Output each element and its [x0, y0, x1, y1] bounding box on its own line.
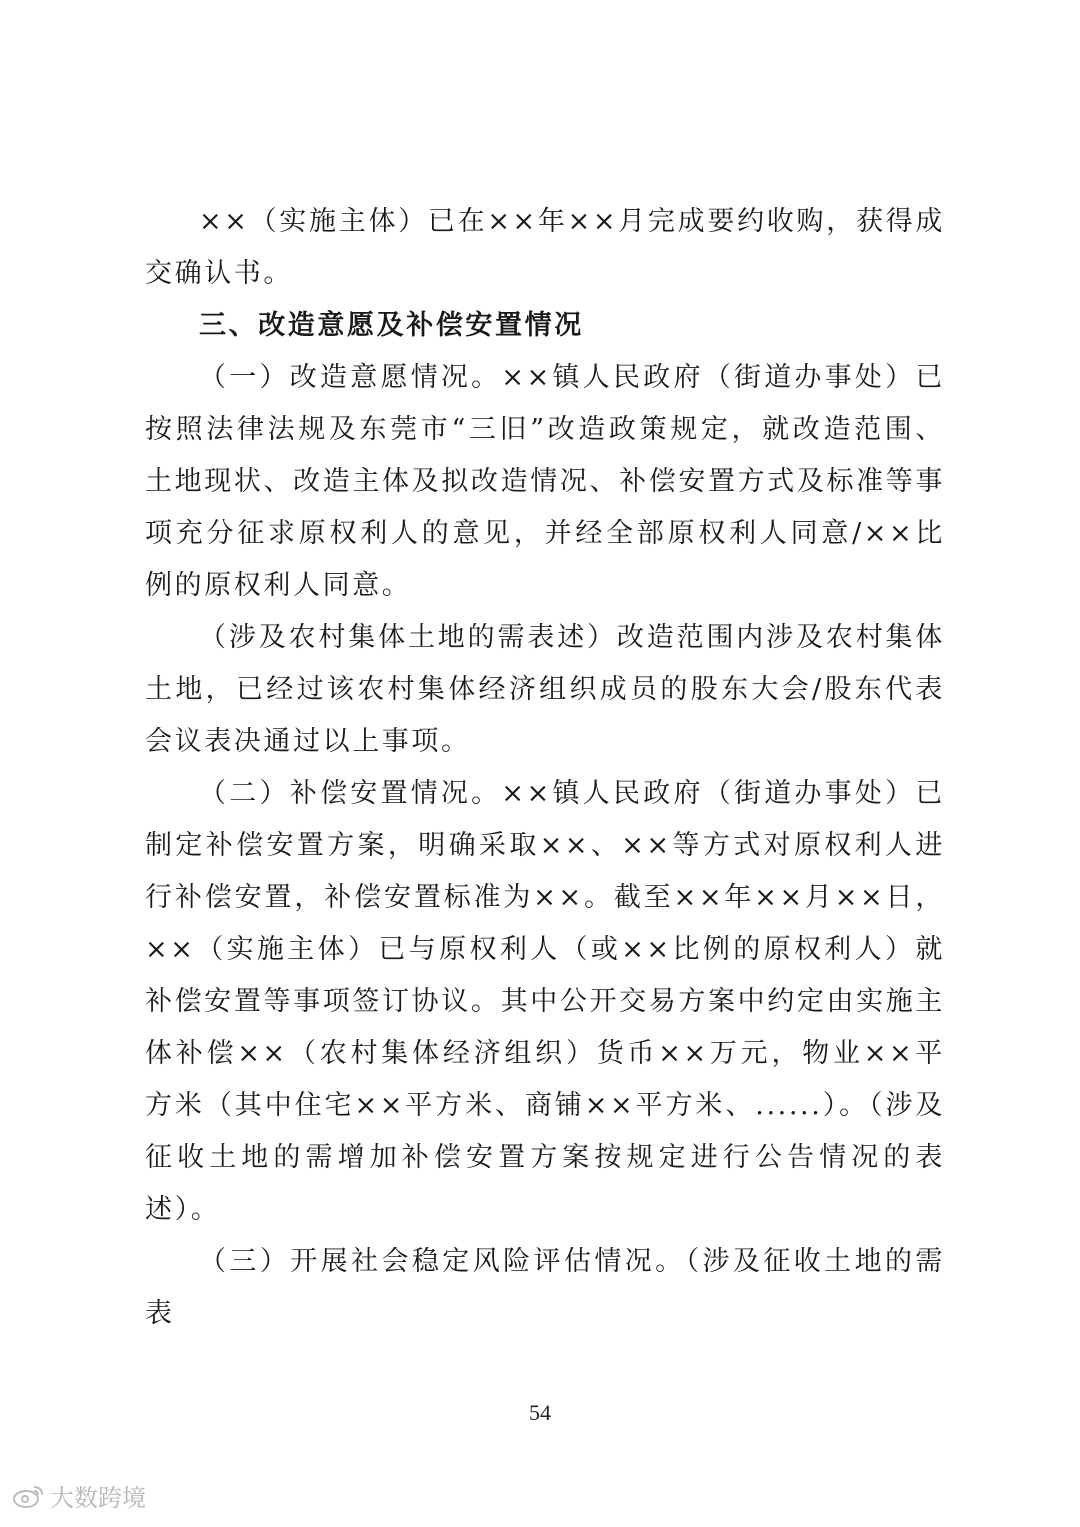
paragraph-social-stability-risk: （三）开展社会稳定风险评估情况。（涉及征收土地的需表 — [145, 1246, 945, 1329]
paragraph-collective-land: （涉及农村集体土地的需表述）改造范围内涉及农村集体土地，已经过该农村集体经济组织成员的股东大会/股东代表会议表决通过以上事项。 — [145, 622, 945, 757]
section-heading-3: 三、改造意愿及补偿安置情况 — [199, 310, 584, 341]
watermark-text: 大数跨境 — [50, 1484, 146, 1512]
weibo-logo-icon — [12, 1483, 46, 1509]
paragraph-compensation-resettlement: （二）补偿安置情况。××镇人民政府（街道办事处）已制定补偿安置方案，明确采取××、××等方式对原权利人进行补偿安置，补偿安置标准为××。截至××年××月××日，××（实施主体）已与原权利人（或××比例的原权利人）就补偿安置等事项签订协议。其中公开交易方案中约定由实施主体补偿××（农村集体经济组织）货币××万元，物业××平方米（其中住宅××平方米、商铺××平方米、......）。（涉及征收土地的需增加补偿安置方案按规定进行公告情况的表述）。 — [145, 778, 945, 1225]
paragraph-acquisition-completed: ××（实施主体）已在××年××月完成要约收购，获得成交确认书。 — [145, 206, 945, 289]
paragraph-renovation-willingness: （一）改造意愿情况。××镇人民政府（街道办事处）已按照法律法规及东莞市“三旧”改造政策规定，就改造范围、土地现状、改造主体及拟改造情况、补偿安置方式及标准等事项充分征求原权利人的意见，并经全部原权利人同意/××比例的原权利人同意。 — [145, 362, 945, 601]
document-body — [145, 196, 945, 1340]
page-number: 54 — [529, 1400, 551, 1425]
watermark — [12, 1478, 146, 1513]
